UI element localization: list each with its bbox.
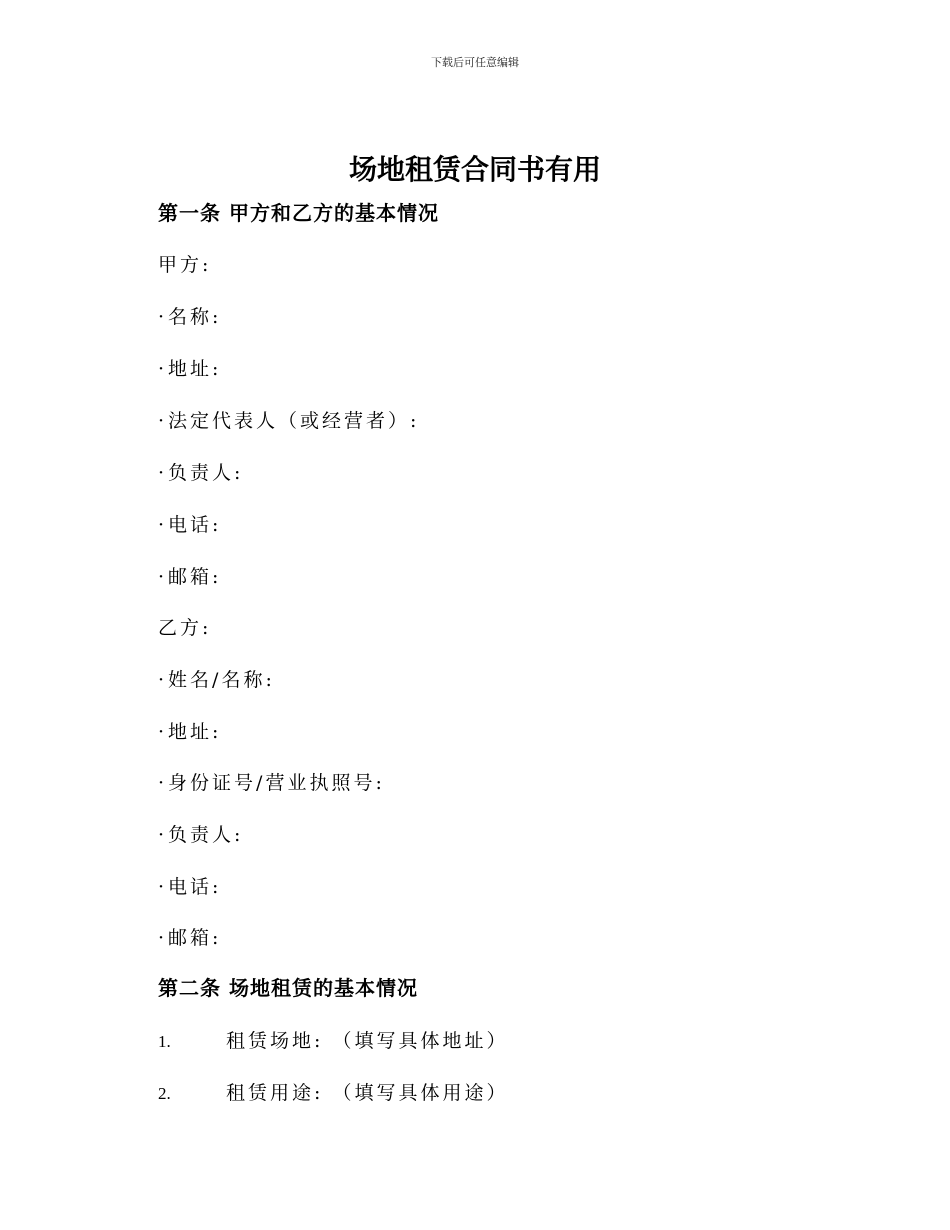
field-label: 负责人: (168, 462, 244, 484)
field-label: 身份证号/营业执照号: (168, 772, 385, 794)
party-a-field-address (158, 354, 221, 381)
field-label: 名称: (168, 306, 222, 328)
bullet-glyph: · (158, 462, 165, 484)
bullet-glyph: · (158, 358, 165, 380)
party-b-field-phone (158, 872, 221, 899)
document-title: 场地租赁合同书有用 (348, 153, 601, 186)
field-label: 电话: (168, 876, 222, 898)
party-b-field-contact-person (158, 820, 243, 847)
party-b-field-name (158, 665, 275, 692)
numbered-item-1 (158, 1026, 508, 1053)
field-label: 地址: (168, 721, 222, 743)
bullet-glyph: · (158, 876, 165, 898)
bullet-glyph: · (158, 772, 165, 794)
bullet-glyph: · (158, 721, 165, 743)
field-label: 电话: (168, 514, 222, 536)
item-text: 租赁场地: （填写具体地址） (226, 1030, 509, 1052)
party-a-field-contact-person (158, 458, 243, 485)
party-b-field-address (158, 717, 221, 744)
party-a-field-email (158, 562, 221, 589)
bullet-glyph: · (158, 306, 165, 328)
bullet-glyph: · (158, 669, 165, 691)
party-a-field-phone (158, 510, 221, 537)
field-label: 法定代表人（或经营者）: (168, 410, 420, 432)
bullet-glyph: · (158, 410, 165, 432)
field-label: 邮箱: (168, 927, 222, 949)
party-a-field-legal-rep (158, 406, 419, 433)
bullet-glyph: · (158, 514, 165, 536)
bullet-glyph: · (158, 824, 165, 846)
party-b-field-email (158, 923, 221, 950)
bullet-glyph: · (158, 927, 165, 949)
party-a-field-name (158, 302, 221, 329)
item-number: 1. (158, 1032, 171, 1051)
party-b-label: 乙方: (158, 617, 212, 639)
section-2-heading: 第二条 场地租赁的基本情况 (158, 976, 418, 1000)
bullet-glyph: · (158, 566, 165, 588)
item-number: 2. (158, 1084, 171, 1103)
field-label: 姓名/名称: (168, 669, 275, 691)
party-a-label: 甲方: (158, 254, 212, 276)
field-label: 负责人: (168, 824, 244, 846)
field-label: 地址: (168, 358, 222, 380)
header-note: 下载后可任意编辑 (431, 56, 519, 69)
section-1-heading: 第一条 甲方和乙方的基本情况 (158, 201, 439, 225)
numbered-item-2 (158, 1078, 508, 1105)
field-label: 邮箱: (168, 566, 222, 588)
item-text: 租赁用途: （填写具体用途） (226, 1082, 509, 1104)
party-b-field-id-number (158, 768, 385, 795)
